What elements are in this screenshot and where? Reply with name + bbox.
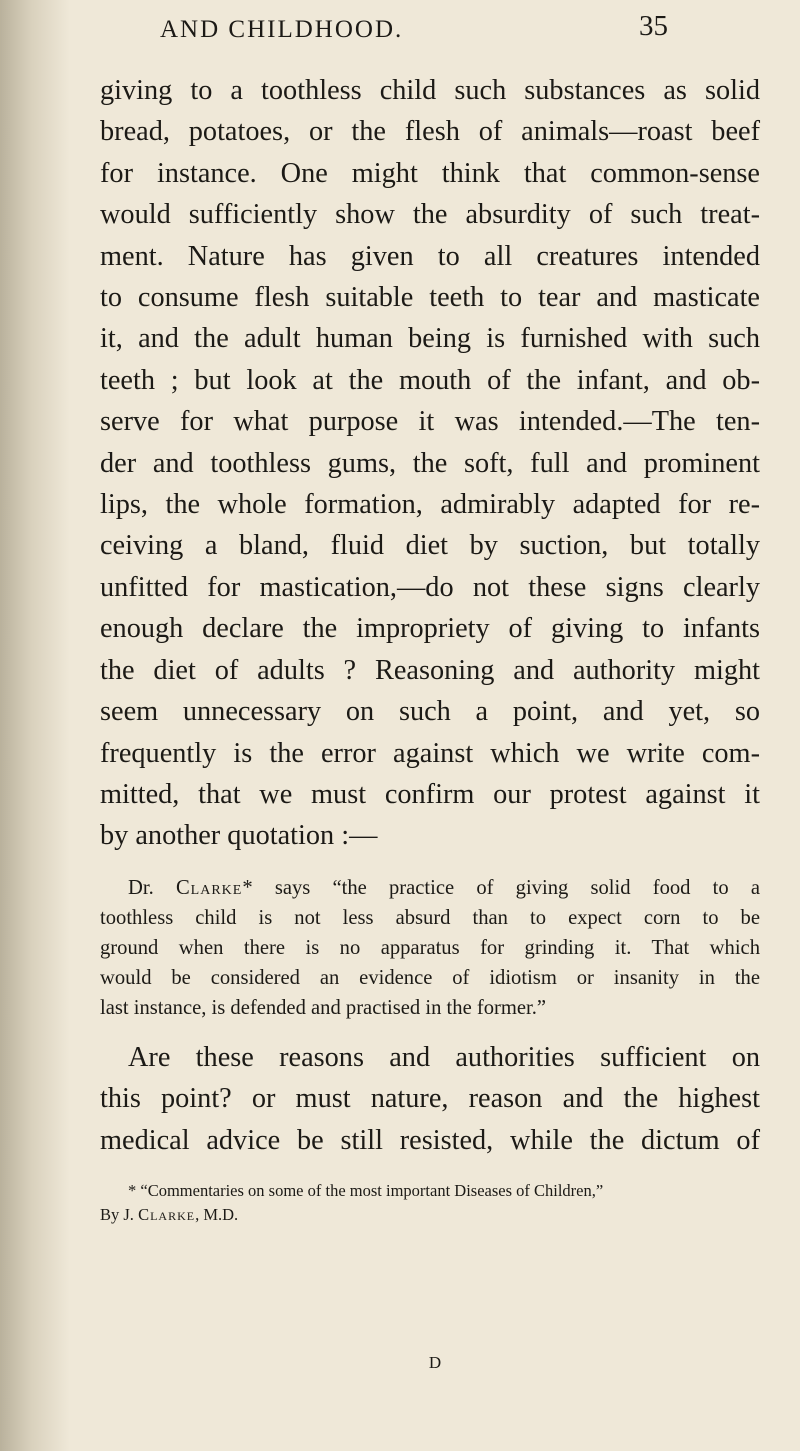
page-number: 35 [639,10,668,42]
quote-line: would be considered an evidence of idiotism or insanity in the [100,966,760,989]
text-line: mitted, that we must confirm our protest against it [100,778,760,810]
text-line: seem unnecessary on such a point, and yet, so [100,696,760,728]
running-title: AND CHILDHOOD. [160,16,404,43]
paragraph-1 [100,70,760,857]
footnote-author: Clarke [138,1204,196,1224]
footnote-line: * “Commentaries on some of the most important Diseases of Children,” [128,1180,604,1200]
block-quote [100,873,760,1023]
quote-author: Clarke [175,876,243,899]
text-line: it, and the adult human being is furnished with such [100,323,760,355]
text-line: unfitted for mastication,—do not these signs clearly [100,571,760,603]
text-line: giving to a toothless child such substances as solid [100,75,760,106]
running-header [160,10,668,44]
page-gutter-shadow [0,0,70,1451]
text-line: ceiving a bland, fluid diet by suction, but totally [100,530,760,562]
text-line: serve for what purpose it was intended.—The ten- [100,406,760,438]
footnote [100,1179,760,1227]
text-line: der and toothless gums, the soft, full and prominent [100,447,760,479]
text-line: teeth ; but look at the mouth of the infant, and ob- [100,364,760,396]
text-line: lips, the whole formation, admirably adapted for re- [100,489,760,521]
signature-mark: D [428,1353,442,1372]
quote-author-prefix: Dr. [128,876,176,899]
text-line: by another quotation :— [100,820,378,852]
text-line: this point? or must nature, reason and the highest [100,1083,760,1115]
text-line: the diet of adults ? Reasoning and authority might [100,654,760,686]
text-line: medical advice be still resisted, while the dictum of [100,1124,760,1156]
text-line: ment. Nature has given to all creatures intended [100,240,760,272]
quote-line: toothless child is not less absurd than to expect corn to be [100,906,760,929]
text-line: to consume flesh suitable teeth to tear and masticate [100,282,760,314]
quote-first-line: * says “the practice of giving solid food to a [242,876,760,899]
text-line: enough declare the impropriety of giving to infants [100,613,760,645]
text-line: Are these reasons and authorities sufficient on [128,1041,760,1073]
text-line: frequently is the error against which we write com- [100,737,760,769]
text-line: for instance. One might think that common-sense [100,157,760,189]
text-line: bread, potatoes, or the flesh of animals—roast beef [100,116,760,148]
text-line: would sufficiently show the absurdity of such treat- [100,199,760,231]
quote-line: last instance, is defended and practised in the former.” [100,996,547,1019]
quote-line: ground when there is no apparatus for grinding it. That which [100,936,760,959]
quote-line [100,873,760,903]
footnote-by: By J. [100,1204,139,1224]
paragraph-2 [100,1037,760,1161]
page-body [100,70,760,1227]
footnote-degree: , M.D. [195,1204,239,1224]
footnote-line [100,1203,760,1227]
